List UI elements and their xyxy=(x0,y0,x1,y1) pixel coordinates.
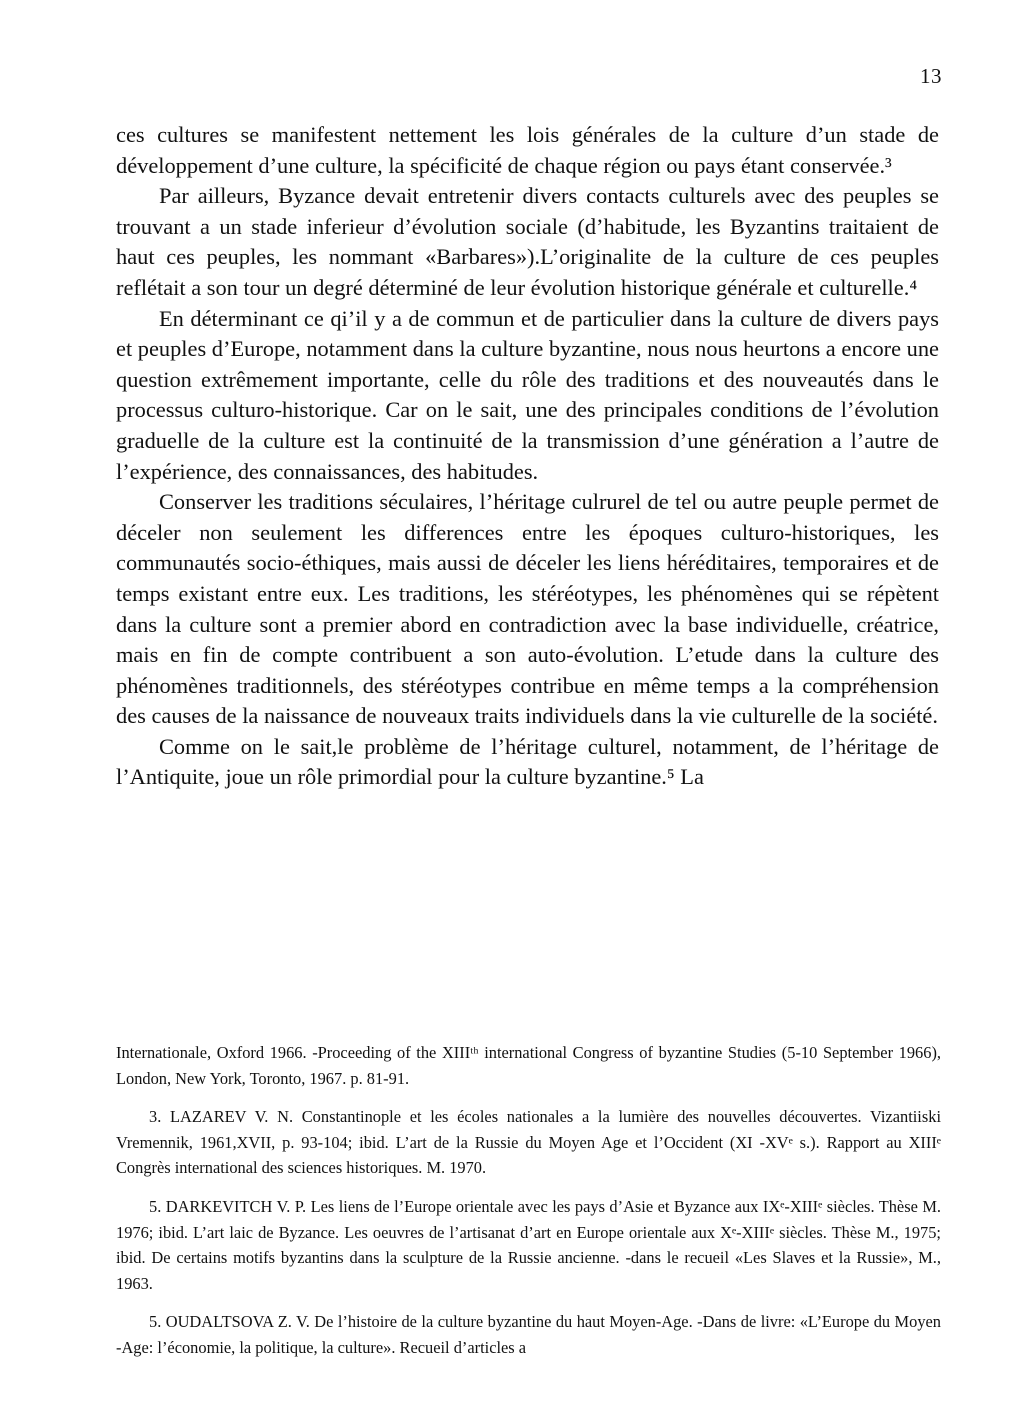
footnote: 5. OUDALTSOVA Z. V. De l’histoire de la culture byzantine du haut Moyen-Age. -Dans de livre: «L’Europe du Moyen -Age: l’économie, la politique, la culture». Recueil d’articles a xyxy=(116,1312,941,1357)
paragraph: Par ailleurs, Byzance devait entretenir divers contacts culturels avec des peuples se trouvant a un stade inferieur d’évolution sociale (d’habitude, les Byzantins traitaient de haut ces peuples, les nommant «Barbares»).L’originalite de la culture de ces peuples reflétait a son tour un degré déterminé de leur évolution historique générale et culturelle.⁴ xyxy=(116,183,939,300)
footnote: Internationale, Oxford 1966. -Proceeding of the XIIIᵗʰ international Congress of byzantine Studies (5-10 September 1966), London, New York, Toronto, 1967. p. 81-91. xyxy=(116,1043,941,1088)
body-text xyxy=(116,120,939,793)
page-number: 13 xyxy=(920,64,942,88)
footnote: 3. LAZAREV V. N. Constantinople et les écoles nationales a la lumière des nouvelles découvertes. Vizantiiski Vremennik, 1961,XVII, p. 93-104; ibid. L’art de la Russie du Moyen Age et l’Occident (XI -XVᵉ s.). Rapport au XIIIᵉ Congrès international des sciences historiques. M. 1970. xyxy=(116,1107,941,1178)
paragraph: En déterminant ce qi’il y a de commun et de particulier dans la culture de divers pays et peuples d’Europe, notamment dans la culture byzantine, nous nous heurtons a encore une question extrêmement importante, celle du rôle des traditions et des nouveautés dans le processus culturo-historique. Car on le sait, une des principales conditions de l’évolution graduelle de la culture est la continuité de la transmission d’une génération a l’autre de l’expérience, des connaissances, des habitudes. xyxy=(116,305,939,484)
footnote: 5. DARKEVITCH V. P. Les liens de l’Europe orientale avec les pays d’Asie et Byzance aux IXᵉ-XIIIᵉ siècles. Thèse M. 1976; ibid. L’art laic de Byzance. Les oeuvres de l’artisanat d’art en Europe orientale aux Xᵉ-XIIIᵉ siècles. Thèse M., 1975; ibid. De certains motifs byzantins dans la sculpture de la Russie ancienne. -dans le recueil «Les Slaves et la Russie», M., 1963. xyxy=(116,1196,941,1293)
paragraph: Comme on le sait,le problème de l’héritage culturel, notamment, de l’héritage de l’Antiquite, joue un rôle primordial pour la culture byzantine.⁵ La xyxy=(116,733,939,790)
paragraph: ces cultures se manifestent nettement les lois générales de la culture d’un stade de développement d’une culture, la spécificité de chaque région ou pays étant conservée.³ xyxy=(116,122,939,178)
paragraph: Conserver les traditions séculaires, l’héritage culrurel de tel ou autre peuple permet de déceler non seulement les differences entre les époques culturo-historiques, les communautés socio-éthiques, mais aussi de déceler les liens héréditaires, temporaires et de temps existant entre eux. Les traditions, les stéréotypes, les phénomènes qui se répètent dans la culture sont a premier abord en contradiction avec la base individuelle, créatrice, mais en fin de compte contribuent a son auto-évolution. L’etude dans la culture des phénomènes traditionnels, des stéréotypes contribue en même temps a la compréhension des causes de la naissance de nouveaux traits individuels dans la vie culturelle de la société. xyxy=(116,489,939,729)
footnotes xyxy=(116,1040,941,1374)
